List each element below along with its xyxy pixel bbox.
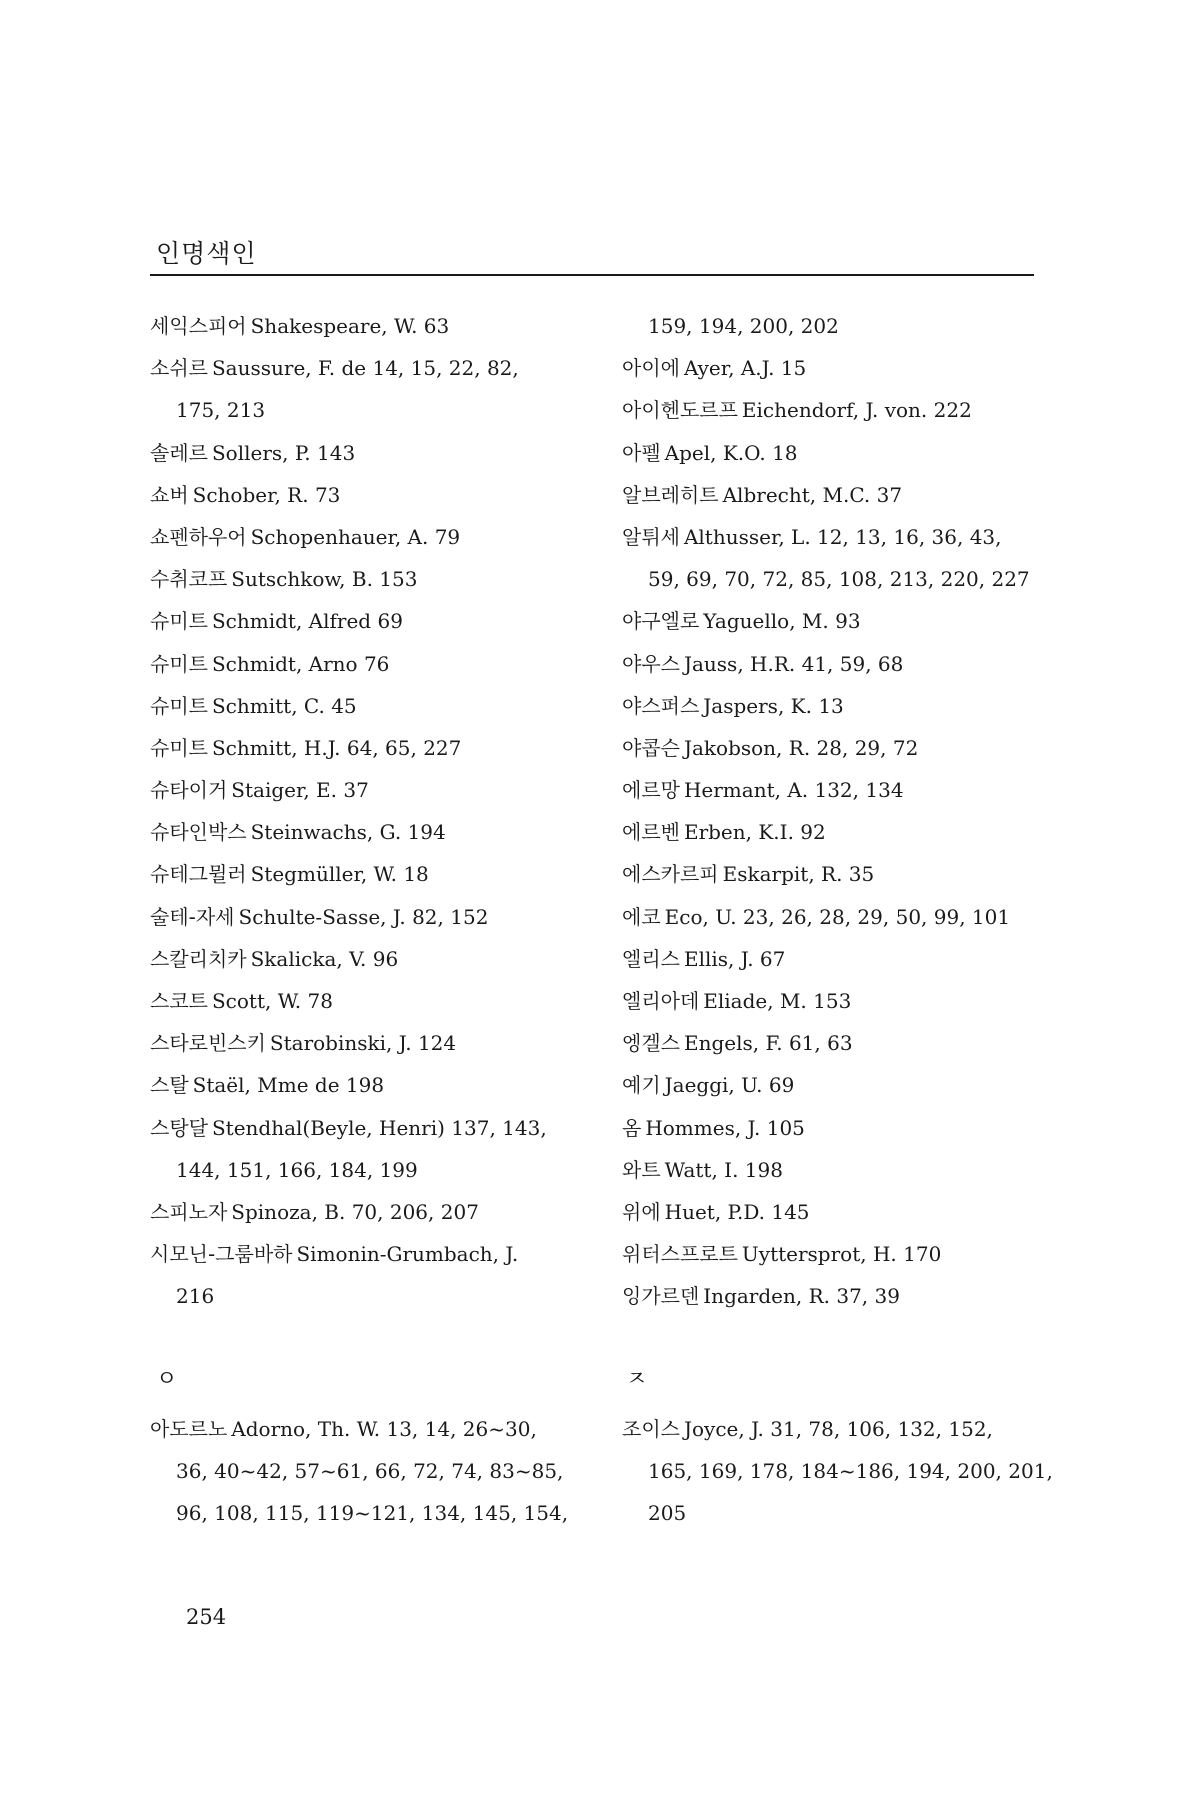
index-entry <box>622 600 1042 642</box>
index-entry <box>150 1408 570 1450</box>
entry-korean-name: 시모닌-그룸바하 <box>150 1242 293 1267</box>
entry-text: Shakespeare, W. 63 <box>250 314 450 338</box>
entry-text: Schmitt, H.J. 64, 65, 227 <box>211 735 462 760</box>
entry-text: Schmidt, Alfred 69 <box>211 609 403 634</box>
entry-korean-name: 아도르노 <box>150 1417 228 1441</box>
entry-korean-name: 스타로빈스키 <box>150 1031 266 1056</box>
index-entry <box>622 853 1042 895</box>
entry-text: Spinoza, B. 70, 206, 207 <box>231 1199 479 1224</box>
entry-text: Ayer, A.J. 15 <box>683 356 807 381</box>
index-entry <box>150 305 570 347</box>
entry-korean-name: 쇼버 <box>150 482 189 507</box>
entry-text: Erben, K.I. 92 <box>683 820 826 845</box>
entry-korean-name: 슈타이거 <box>150 778 228 803</box>
entry-korean-name: 엘리아데 <box>622 989 700 1013</box>
section-heading-j: ㅈ <box>626 1367 648 1392</box>
entry-text: 36, 40~42, 57~61, 66, 72, 74, 83~85, <box>176 1459 564 1484</box>
index-entry <box>150 643 570 685</box>
entry-text: Hermant, A. 132, 134 <box>683 778 904 803</box>
index-entry <box>622 727 1042 769</box>
entry-korean-name: 술테-자세 <box>150 904 235 929</box>
entry-text: 96, 108, 115, 119~121, 134, 145, 154, <box>176 1501 569 1526</box>
page-number: 254 <box>186 1605 227 1629</box>
section-j-entries <box>622 1408 1053 1535</box>
index-entry <box>622 1022 1042 1064</box>
index-entry <box>150 896 570 938</box>
index-entry <box>622 896 1042 938</box>
index-entry <box>150 600 570 642</box>
entry-text: Jaeggi, U. 69 <box>664 1073 795 1098</box>
entry-text: Yaguello, M. 93 <box>703 609 861 634</box>
entry-korean-name: 소쉬르 <box>150 356 208 381</box>
index-entry <box>622 811 1042 853</box>
entry-korean-name: 세익스피어 <box>150 314 247 338</box>
index-entry <box>150 474 570 516</box>
entry-text: Althusser, L. 12, 13, 16, 36, 43, <box>683 524 1002 549</box>
entry-korean-name: 에르벤 <box>622 820 680 845</box>
section-o-entries <box>150 1408 570 1535</box>
index-entry-continuation <box>622 305 1042 347</box>
index-entry <box>622 769 1042 811</box>
entry-korean-name: 수취코프 <box>150 567 228 592</box>
entry-text: Uyttersprot, H. 170 <box>741 1242 942 1267</box>
index-entry <box>622 980 1042 1022</box>
entry-korean-name: 아이에 <box>622 356 680 381</box>
page-title: 인명색인 <box>156 239 257 268</box>
entry-text: Eichendorf, J. von. 222 <box>741 398 972 423</box>
entry-text: Schmitt, C. 45 <box>211 693 357 718</box>
entry-text: Steinwachs, G. 194 <box>250 820 446 845</box>
entry-korean-name: 스피노자 <box>150 1199 228 1224</box>
index-entry <box>622 938 1042 980</box>
index-entry <box>150 1191 570 1233</box>
entry-text: Apel, K.O. 18 <box>664 440 798 465</box>
entry-korean-name: 위에 <box>622 1199 661 1224</box>
entry-text: Saussure, F. de 14, 15, 22, 82, <box>211 356 519 381</box>
index-entry <box>622 389 1042 431</box>
entry-text: Ingarden, R. 37, 39 <box>703 1284 900 1309</box>
entry-korean-name: 엥겔스 <box>622 1031 680 1056</box>
entry-korean-name: 예기 <box>622 1073 661 1098</box>
entry-text: Schopenhauer, A. 79 <box>250 524 461 549</box>
entry-korean-name: 스탕달 <box>150 1115 208 1140</box>
index-column-left <box>150 305 570 1318</box>
entry-text: Hommes, J. 105 <box>645 1115 805 1140</box>
entry-korean-name: 슈미트 <box>150 609 208 634</box>
entry-korean-name: 쇼펜하우어 <box>150 524 247 549</box>
index-entry <box>622 1233 1042 1275</box>
entry-korean-name: 슈테그뮐러 <box>150 862 247 887</box>
index-entry-continuation <box>150 1492 570 1534</box>
entry-text: 165, 169, 178, 184~186, 194, 200, 201, <box>648 1459 1053 1484</box>
index-entry <box>150 558 570 600</box>
entry-korean-name: 슈미트 <box>150 651 208 676</box>
index-entry-continuation <box>150 389 570 431</box>
index-entry <box>150 1022 570 1064</box>
entry-text: Sollers, P. 143 <box>211 440 356 465</box>
index-entry <box>150 727 570 769</box>
entry-text: Simonin-Grumbach, J. <box>296 1242 519 1267</box>
entry-text: Eskarpit, R. 35 <box>722 862 875 887</box>
entry-korean-name: 알튀세 <box>622 524 680 549</box>
entry-text: 205 <box>648 1501 687 1526</box>
entry-text: Joyce, J. 31, 78, 106, 132, 152, <box>683 1417 993 1441</box>
index-entry <box>150 769 570 811</box>
index-entry <box>150 1233 570 1275</box>
entry-text: Jaspers, K. 13 <box>703 693 844 718</box>
entry-text: 144, 151, 166, 184, 199 <box>176 1157 418 1182</box>
entry-text: Skalicka, V. 96 <box>250 946 399 971</box>
entry-korean-name: 스코트 <box>150 989 208 1013</box>
entry-korean-name: 와트 <box>622 1157 661 1182</box>
entry-text: Starobinski, J. 124 <box>269 1031 457 1056</box>
entry-text: Stegmüller, W. 18 <box>250 862 429 887</box>
entry-text: Staiger, E. 37 <box>231 778 369 803</box>
entry-text: Huet, P.D. 145 <box>664 1199 810 1224</box>
index-entry <box>150 938 570 980</box>
entry-text: Staël, Mme de 198 <box>192 1073 385 1098</box>
entry-korean-name: 엘리스 <box>622 946 680 971</box>
index-entry <box>622 1149 1042 1191</box>
index-entry-continuation <box>622 1492 1042 1534</box>
entry-text: 175, 213 <box>176 398 266 423</box>
entry-korean-name: 아이헨도르프 <box>622 398 738 423</box>
index-entry <box>622 432 1042 474</box>
entry-text: Jauss, H.R. 41, 59, 68 <box>683 651 904 676</box>
page-header <box>150 234 1034 276</box>
index-entry <box>622 1408 1042 1450</box>
entry-korean-name: 슈타인박스 <box>150 820 247 845</box>
entry-text: Adorno, Th. W. 13, 14, 26~30, <box>231 1417 537 1441</box>
entry-text: Scott, W. 78 <box>211 989 333 1013</box>
index-entry-continuation <box>622 558 1042 600</box>
index-entry <box>150 853 570 895</box>
index-entry <box>150 516 570 558</box>
entry-text: Eliade, M. 153 <box>703 989 852 1013</box>
index-entry <box>622 685 1042 727</box>
entry-korean-name: 에코 <box>622 904 661 929</box>
index-entry <box>150 347 570 389</box>
index-entry <box>150 1107 570 1149</box>
index-entry <box>150 980 570 1022</box>
entry-korean-name: 스칼리치카 <box>150 946 247 971</box>
index-entry <box>622 474 1042 516</box>
index-entry-continuation <box>150 1275 570 1317</box>
section-heading-o: ㅇ <box>156 1367 178 1392</box>
entry-korean-name: 슈미트 <box>150 693 208 718</box>
entry-korean-name: 솔레르 <box>150 440 208 465</box>
index-entry <box>622 347 1042 389</box>
index-entry <box>150 811 570 853</box>
entry-korean-name: 야우스 <box>622 651 680 676</box>
index-column-right <box>622 305 1042 1318</box>
entry-text: Eco, U. 23, 26, 28, 29, 50, 99, 101 <box>664 904 1011 929</box>
entry-text: Schulte-Sasse, J. 82, 152 <box>238 904 489 929</box>
index-entry-continuation <box>150 1450 570 1492</box>
entry-text: Jakobson, R. 28, 29, 72 <box>683 735 919 760</box>
entry-korean-name: 에르망 <box>622 778 680 803</box>
entry-korean-name: 옴 <box>622 1115 642 1140</box>
index-entry <box>150 1064 570 1106</box>
index-entry <box>150 685 570 727</box>
index-entry <box>622 1275 1042 1317</box>
index-entry <box>622 1107 1042 1149</box>
index-entry <box>622 516 1042 558</box>
entry-korean-name: 슈미트 <box>150 735 208 760</box>
entry-korean-name: 야스퍼스 <box>622 693 700 718</box>
index-entry <box>622 1064 1042 1106</box>
index-entry <box>622 643 1042 685</box>
entry-korean-name: 알브레히트 <box>622 482 719 507</box>
entry-text: Schober, R. 73 <box>192 482 341 507</box>
entry-korean-name: 잉가르덴 <box>622 1284 700 1309</box>
index-entry <box>150 432 570 474</box>
entry-text: Albrecht, M.C. 37 <box>722 482 903 507</box>
entry-text: 216 <box>176 1284 215 1309</box>
entry-text: Ellis, J. 67 <box>683 946 786 971</box>
entry-korean-name: 야콥슨 <box>622 735 680 760</box>
entry-text: 159, 194, 200, 202 <box>648 314 839 338</box>
entry-text: Sutschkow, B. 153 <box>231 567 418 592</box>
index-entry-continuation <box>150 1149 570 1191</box>
index-entry <box>622 1191 1042 1233</box>
entry-text: Engels, F. 61, 63 <box>683 1031 853 1056</box>
entry-korean-name: 위터스프로트 <box>622 1242 738 1267</box>
entry-text: Schmidt, Arno 76 <box>211 651 390 676</box>
index-entry-continuation <box>622 1450 1053 1492</box>
entry-text: Stendhal(Beyle, Henri) 137, 143, <box>211 1115 547 1140</box>
entry-korean-name: 에스카르피 <box>622 862 719 887</box>
entry-text: 59, 69, 70, 72, 85, 108, 213, 220, 227 <box>648 567 1030 592</box>
entry-korean-name: 아펠 <box>622 440 661 465</box>
entry-korean-name: 스탈 <box>150 1073 189 1098</box>
entry-korean-name: 야구엘로 <box>622 609 700 634</box>
entry-korean-name: 조이스 <box>622 1417 680 1441</box>
entry-text: Watt, I. 198 <box>664 1157 783 1182</box>
